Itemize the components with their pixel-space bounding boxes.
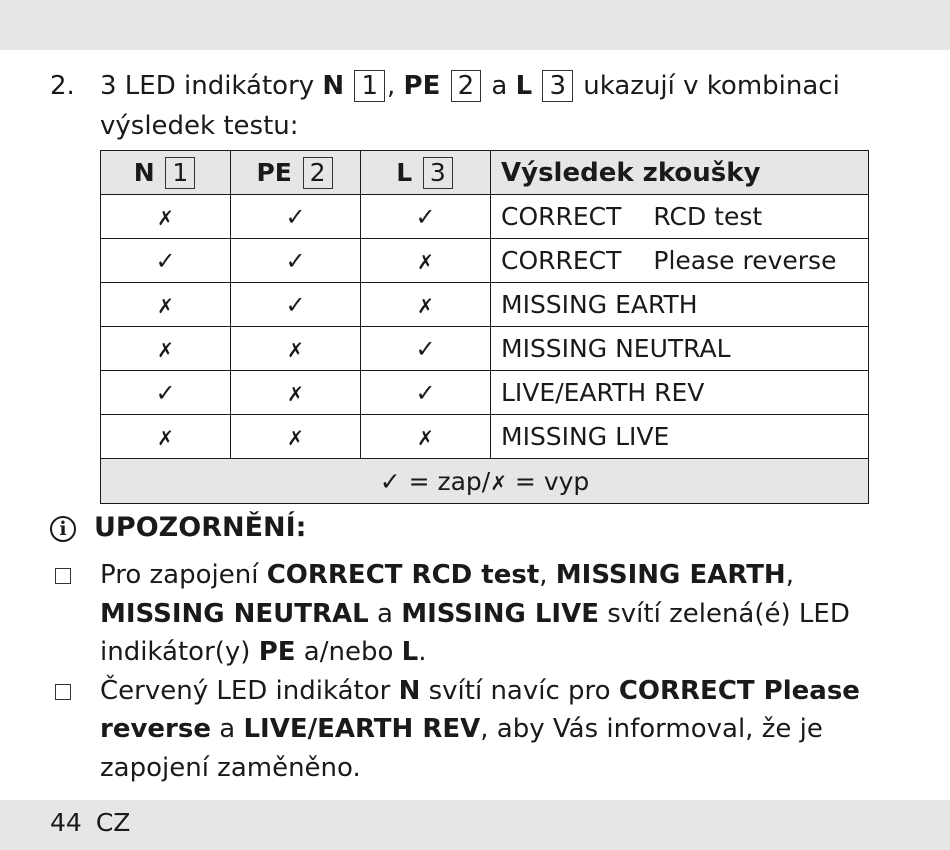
cross-icon: ✗	[287, 337, 304, 362]
led-l-cell	[361, 239, 491, 283]
intro-conj: a	[483, 71, 516, 101]
led-l-cell	[361, 195, 491, 239]
led-n-cell	[101, 195, 231, 239]
check-icon: ✓	[415, 202, 436, 231]
intro-pe-label: PE	[403, 71, 441, 101]
bold-text: LIVE/EARTH REV	[243, 714, 481, 744]
cross-icon: ✗	[157, 425, 174, 450]
led-pe-cell	[231, 371, 361, 415]
check-icon: ✓	[415, 378, 436, 407]
cross-icon: ✗	[157, 205, 174, 230]
legend-on: = zap/	[400, 466, 491, 496]
result-detail: RCD test	[653, 202, 763, 231]
bold-text: MISSING EARTH	[555, 560, 786, 590]
result-text: MISSING LIVE	[501, 422, 670, 451]
list-item	[50, 556, 910, 672]
header-l	[361, 151, 491, 195]
led-n-cell	[101, 283, 231, 327]
bold-text: CORRECT Please reverse	[100, 675, 860, 744]
item-number: 2.	[50, 71, 75, 101]
intro-text-end: ukazují v kombinaci výsledek testu:	[100, 71, 840, 141]
check-icon: ✓	[285, 290, 306, 319]
result-detail: Please reverse	[653, 246, 837, 275]
checkbox-bullet-icon	[55, 684, 71, 700]
cross-icon: ✗	[157, 293, 174, 318]
check-icon: ✓	[285, 246, 306, 275]
table-row	[101, 415, 869, 459]
check-icon: ✓	[285, 202, 306, 231]
result-text: CORRECT	[501, 202, 622, 231]
text: a	[368, 598, 402, 629]
result-cell	[491, 371, 869, 415]
text: a/nebo	[295, 637, 402, 667]
table-row	[101, 283, 869, 327]
bold-text: PE	[258, 637, 296, 667]
led-pe-cell	[231, 327, 361, 371]
bold-text: MISSING LIVE	[401, 598, 599, 629]
result-text: MISSING NEUTRAL	[501, 334, 731, 363]
result-cell	[491, 195, 869, 239]
led-pe-cell	[231, 239, 361, 283]
intro-paragraph	[50, 66, 910, 146]
led-pe-cell	[231, 283, 361, 327]
bold-text: CORRECT RCD test	[266, 560, 540, 590]
bold-text: L	[401, 637, 419, 667]
n-number-box: 1	[354, 70, 385, 102]
notice-heading	[50, 512, 306, 543]
table-row	[101, 327, 869, 371]
result-text: CORRECT	[501, 246, 622, 275]
led-l-cell	[361, 371, 491, 415]
led-n-cell	[101, 239, 231, 283]
table-row	[101, 239, 869, 283]
notice-list	[50, 556, 910, 787]
cross-icon: ✗	[417, 249, 434, 274]
result-cell	[491, 283, 869, 327]
table-row	[101, 371, 869, 415]
header-band	[0, 0, 950, 50]
cross-icon: ✗	[287, 381, 304, 406]
header-n	[101, 151, 231, 195]
led-pe-cell	[231, 195, 361, 239]
result-cell	[491, 327, 869, 371]
led-pe-cell	[231, 415, 361, 459]
header-box: 2	[303, 157, 333, 189]
legend-row	[101, 459, 869, 504]
cross-icon: ✗	[417, 425, 434, 450]
pe-number-box: 2	[451, 70, 482, 102]
result-text: MISSING EARTH	[501, 290, 698, 319]
text: ,	[785, 560, 794, 590]
cross-icon: ✗	[287, 425, 304, 450]
text: svítí navíc pro	[420, 675, 619, 706]
text: ,	[539, 560, 556, 590]
footer-band	[0, 800, 950, 850]
l-number-box: 3	[542, 70, 573, 102]
text: .	[418, 637, 427, 667]
header-label: L	[396, 157, 413, 187]
text: a	[210, 714, 244, 744]
page-number: 44	[50, 808, 82, 837]
check-icon: ✓	[155, 378, 176, 407]
language-code: CZ	[95, 808, 131, 837]
list-item	[50, 672, 910, 788]
text: , aby Vás informoval, že je zapojení zaměněno.	[100, 714, 823, 783]
text: Pro zapojení	[100, 560, 267, 590]
intro-text: 3 LED indikátory N 1 , PE 2 a L 3 ukazují v kombinaci výsledek testu:	[100, 71, 840, 141]
bold-text: MISSING NEUTRAL	[100, 598, 369, 629]
header-box: 1	[165, 157, 195, 189]
header-label: N	[133, 157, 155, 187]
header-pe	[231, 151, 361, 195]
intro-text-part: 3 LED indikátory	[100, 71, 323, 101]
table-header-row	[101, 151, 869, 195]
text: Červený LED indikátor	[100, 675, 399, 706]
result-cell	[491, 239, 869, 283]
info-icon: i	[50, 516, 76, 542]
legend-cell	[101, 459, 869, 504]
table-row	[101, 195, 869, 239]
page-footer	[50, 808, 130, 837]
header-label: PE	[256, 157, 292, 187]
text: svítí zelená(é) LED indikátor(y)	[100, 598, 850, 667]
cross-icon: ✗	[157, 337, 174, 362]
bold-text: N	[398, 675, 421, 706]
checkbox-bullet-icon	[55, 568, 71, 584]
legend-off: = vyp	[506, 466, 590, 496]
intro-n-label: N	[322, 71, 345, 101]
led-l-cell	[361, 415, 491, 459]
test-results-table	[100, 150, 869, 504]
led-l-cell	[361, 283, 491, 327]
cross-icon: ✗	[490, 470, 507, 495]
led-n-cell	[101, 371, 231, 415]
led-n-cell	[101, 415, 231, 459]
cross-icon: ✗	[417, 293, 434, 318]
intro-l-label: L	[515, 71, 533, 101]
check-icon: ✓	[155, 246, 176, 275]
header-box: 3	[423, 157, 453, 189]
header-result: Výsledek zkoušky	[491, 151, 869, 195]
check-icon: ✓	[415, 334, 436, 363]
check-icon: ✓	[379, 466, 401, 496]
result-text: LIVE/EARTH REV	[501, 378, 705, 407]
led-l-cell	[361, 327, 491, 371]
led-n-cell	[101, 327, 231, 371]
result-cell	[491, 415, 869, 459]
notice-title: UPOZORNĚNÍ:	[94, 512, 307, 543]
